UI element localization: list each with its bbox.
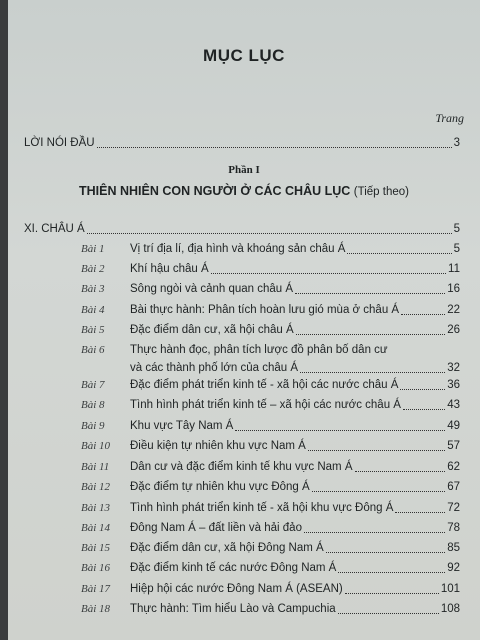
dot-leader xyxy=(338,572,445,573)
toc-entry-section xyxy=(8,220,480,238)
dot-leader xyxy=(338,613,439,614)
toc-entry-lesson xyxy=(8,280,480,298)
dot-leader xyxy=(312,491,446,492)
dot-leader xyxy=(295,293,445,294)
lesson-number: Bài 10 xyxy=(81,440,111,452)
toc-entry-lesson xyxy=(8,321,480,339)
book-page xyxy=(8,0,480,640)
toc-entry-lesson xyxy=(8,600,480,618)
lesson-number: Bài 9 xyxy=(81,420,105,432)
toc-entry-text: Đặc điểm tự nhiên khu vực Đông Á xyxy=(130,481,310,493)
toc-entry-lesson xyxy=(8,437,480,455)
toc-entry-text: Đặc điểm dân cư, xã hội châu Á xyxy=(130,324,294,336)
toc-entry-lesson xyxy=(8,341,480,359)
toc-entry-text: Đông Nam Á – đất liền và hải đảo xyxy=(130,522,302,534)
toc-entry-text: Tình hình phát triển kinh tế – xã hội các nước châu Á xyxy=(130,399,401,411)
dot-leader xyxy=(300,372,445,373)
dot-leader xyxy=(345,593,439,594)
lesson-number: Bài 14 xyxy=(81,522,111,534)
lesson-number: Bài 1 xyxy=(81,243,105,255)
toc-entry-page: 32 xyxy=(447,362,460,374)
toc-entry-page: 62 xyxy=(447,461,460,473)
dot-leader xyxy=(211,273,446,274)
toc-entry-page: 36 xyxy=(447,379,460,391)
part-title-text: THIÊN NHIÊN CON NGƯỜI Ở CÁC CHÂU LỤC xyxy=(79,184,351,198)
dot-leader xyxy=(308,450,445,451)
toc-entry-page: 78 xyxy=(447,522,460,534)
page-title: MỤC LỤC xyxy=(203,46,285,65)
page-column-label: Trang xyxy=(435,111,464,125)
toc-entry-page: 5 xyxy=(453,243,460,255)
toc-entry-text: XI. CHÂU Á xyxy=(24,223,85,235)
lesson-number: Bài 18 xyxy=(81,603,111,615)
toc-entry-text: Thực hành đọc, phân tích lược đồ phân bố dân cư xyxy=(130,344,388,356)
lesson-number: Bài 2 xyxy=(81,263,105,275)
lesson-number: Bài 16 xyxy=(81,562,111,574)
lesson-number: Bài 5 xyxy=(81,324,105,336)
toc-entry-preface xyxy=(8,134,480,152)
toc-entry-page: 101 xyxy=(440,583,460,595)
toc-entry-text: Đặc điểm phát triển kinh tế - xã hội các nước châu Á xyxy=(130,379,399,391)
toc-entry-text: Vị trí địa lí, địa hình và khoáng sản châu Á xyxy=(130,243,346,255)
toc-entry-lesson xyxy=(8,499,480,517)
toc-entry-lesson xyxy=(8,458,480,476)
toc-entry-lesson xyxy=(8,478,480,496)
dot-leader xyxy=(347,253,451,254)
lesson-number: Bài 4 xyxy=(81,304,105,316)
dot-leader xyxy=(87,233,452,234)
toc-entry-lesson xyxy=(8,539,480,557)
toc-entry-page: 43 xyxy=(447,399,460,411)
toc-entry-page: 85 xyxy=(447,542,460,554)
toc-entry-page: 11 xyxy=(448,263,460,275)
dot-leader xyxy=(304,532,445,533)
dot-leader xyxy=(235,430,445,431)
toc-entry-lesson xyxy=(8,260,480,278)
toc-entry-text: Sông ngòi và cảnh quan châu Á xyxy=(130,283,294,295)
toc-entry-lesson xyxy=(8,580,480,598)
toc-entry-text: Bài thực hành: Phân tích hoàn lưu gió mùa ở châu Á xyxy=(130,304,400,316)
toc-entry-page: 72 xyxy=(447,502,460,514)
toc-entry-continuation xyxy=(8,359,480,377)
toc-entry-page: 57 xyxy=(447,440,460,452)
toc-entry-lesson xyxy=(8,519,480,537)
toc-entry-text: Hiệp hội các nước Đông Nam Á (ASEAN) xyxy=(130,583,343,595)
toc-entry-lesson xyxy=(8,559,480,577)
toc-entry-page: 16 xyxy=(447,283,460,295)
toc-entry-text: Điều kiện tự nhiên khu vực Nam Á xyxy=(130,440,306,452)
toc-entry-text: Thực hành: Tìm hiểu Lào và Campuchia xyxy=(130,603,336,615)
lesson-number: Bài 17 xyxy=(81,583,111,595)
dot-leader xyxy=(355,471,446,472)
toc-entry-lesson xyxy=(8,396,480,414)
dot-leader xyxy=(97,147,452,148)
dot-leader xyxy=(401,314,445,315)
dot-leader xyxy=(326,552,446,553)
dot-leader xyxy=(296,334,446,335)
toc-entry-page: 49 xyxy=(447,420,460,432)
lesson-number: Bài 12 xyxy=(81,481,111,493)
toc-entry-page: 5 xyxy=(453,223,460,235)
toc-entry-text: Đặc điểm dân cư, xã hội Đông Nam Á xyxy=(130,542,324,554)
toc-entry-text: và các thành phố lớn của châu Á xyxy=(130,362,299,374)
toc-entry-lesson xyxy=(8,301,480,319)
lesson-number: Bài 3 xyxy=(81,283,105,295)
toc-entry-text: Dân cư và đặc điểm kinh tế khu vực Nam Á xyxy=(130,461,353,473)
toc-entry-page: 67 xyxy=(447,481,460,493)
toc-entry-page: 108 xyxy=(440,603,460,615)
toc-entry-lesson xyxy=(8,417,480,435)
lesson-number: Bài 15 xyxy=(81,542,111,554)
toc-entry-text: Tình hình phát triển kinh tế - xã hội khu vực Đông Á xyxy=(130,502,394,514)
toc-entry-page: 22 xyxy=(447,304,460,316)
lesson-number: Bài 6 xyxy=(81,344,105,356)
dot-leader xyxy=(400,389,445,390)
toc-entry-page: 92 xyxy=(447,562,460,574)
toc-entry-page: 3 xyxy=(453,137,460,149)
lesson-number: Bài 11 xyxy=(81,461,110,473)
part-number: Phần I xyxy=(228,164,260,176)
toc-entry-lesson xyxy=(8,240,480,258)
lesson-number: Bài 7 xyxy=(81,379,105,391)
lesson-number: Bài 8 xyxy=(81,399,105,411)
part-title xyxy=(8,184,480,198)
part-subtitle: (Tiếp theo) xyxy=(353,186,409,198)
dot-leader xyxy=(395,512,445,513)
toc-entry-text: LỜI NÓI ĐẦU xyxy=(24,137,95,149)
toc-entry-text: Khí hậu châu Á xyxy=(130,263,209,275)
toc-entry-text: Đặc điểm kinh tế các nước Đông Nam Á xyxy=(130,562,337,574)
toc-entry-lesson xyxy=(8,376,480,394)
toc-entry-text: Khu vực Tây Nam Á xyxy=(130,420,234,432)
lesson-number: Bài 13 xyxy=(81,502,111,514)
dot-leader xyxy=(403,409,445,410)
toc-entry-page: 26 xyxy=(447,324,460,336)
